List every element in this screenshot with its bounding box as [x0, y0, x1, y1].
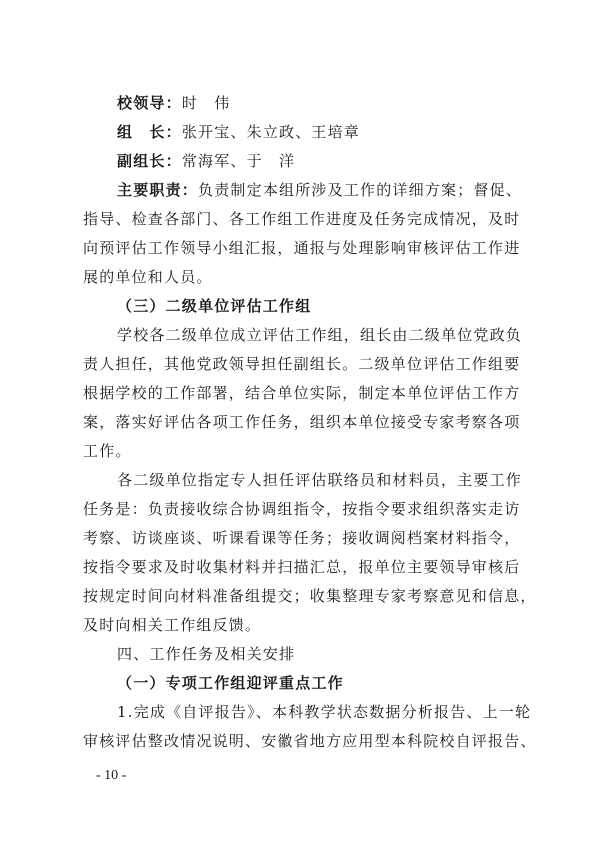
duty-line-1 — [117, 180, 522, 200]
section-3-p1-line-5: 工作。 — [83, 442, 132, 460]
school-leader-label: 校领导： — [117, 94, 182, 112]
section-3-p2-line-4: 按指令要求及时收集材料并扫描汇总，报单位主要领导审核后 — [83, 558, 521, 576]
section-3-p2-line-3: 考察、访谈座谈、听课看课等任务；接收调阅档案材料指令， — [83, 529, 521, 547]
section-3-p1-line-4: 案，落实好评估各项工作任务，组织本单位接受专家考察各项 — [83, 413, 521, 431]
section-4-item-1-line-2: 审核评估整改情况说明、安徽省地方应用型本科院校自评报告、 — [83, 732, 537, 750]
duty-text-1: 负责制定本组所涉及工作的详细方案；督促、 — [198, 181, 523, 199]
group-head-line — [117, 122, 360, 142]
section-3-p2-line-1: 各二级单位指定专人担任评估联络员和材料员，主要工作 — [117, 471, 523, 489]
section-3-p1-line-2: 责人担任，其他党政领导担任副组长。二级单位评估工作组要 — [83, 355, 521, 373]
section-3-p2-line-2: 任务是：负责接收综合协调组指令，按指令要求组织落实走访 — [83, 500, 521, 518]
section-4-item-1-line-1: 1.完成《自评报告》、本科教学状态数据分析报告、上一轮 — [117, 703, 532, 721]
section-4-title: 四、工作任务及相关安排 — [117, 645, 296, 663]
duty-line-3: 向预评估工作领导小组汇报，通报与处理影响审核评估工作进 — [83, 239, 521, 257]
section-3-p1-line-3: 根据学校的工作部署，结合单位实际，制定本单位评估工作方 — [83, 384, 521, 402]
deputy-head-line — [117, 151, 295, 171]
group-head-value: 张开宝、朱立政、王培章 — [181, 123, 361, 141]
duty-line-2: 指导、检查各部门、各工作组工作进度及任务完成情况，及时 — [83, 210, 521, 228]
section-3-p1-line-1: 学校各二级单位成立评估工作组，组长由二级单位党政负 — [117, 326, 523, 344]
section-3-p2-line-5: 按规定时间向材料准备组提交；收集整理专家考察意见和信息， — [83, 587, 537, 605]
school-leader-line — [117, 93, 230, 113]
section-3-p2-line-6: 及时向相关工作组反馈。 — [83, 616, 262, 634]
section-3-title: （三）二级单位评估工作组 — [117, 297, 312, 315]
school-leader-value: 时 伟 — [181, 94, 231, 112]
section-4-subtitle-1: （一）专项工作组迎评重点工作 — [117, 674, 344, 692]
page-number: - 10 - — [96, 768, 127, 783]
duty-label: 主要职责： — [117, 181, 199, 199]
duty-line-4: 展的单位和人员。 — [83, 268, 213, 286]
deputy-head-label: 副组长： — [117, 152, 182, 170]
deputy-head-value: 常海军、于 洋 — [181, 152, 296, 170]
group-head-label: 组 长： — [117, 123, 182, 141]
